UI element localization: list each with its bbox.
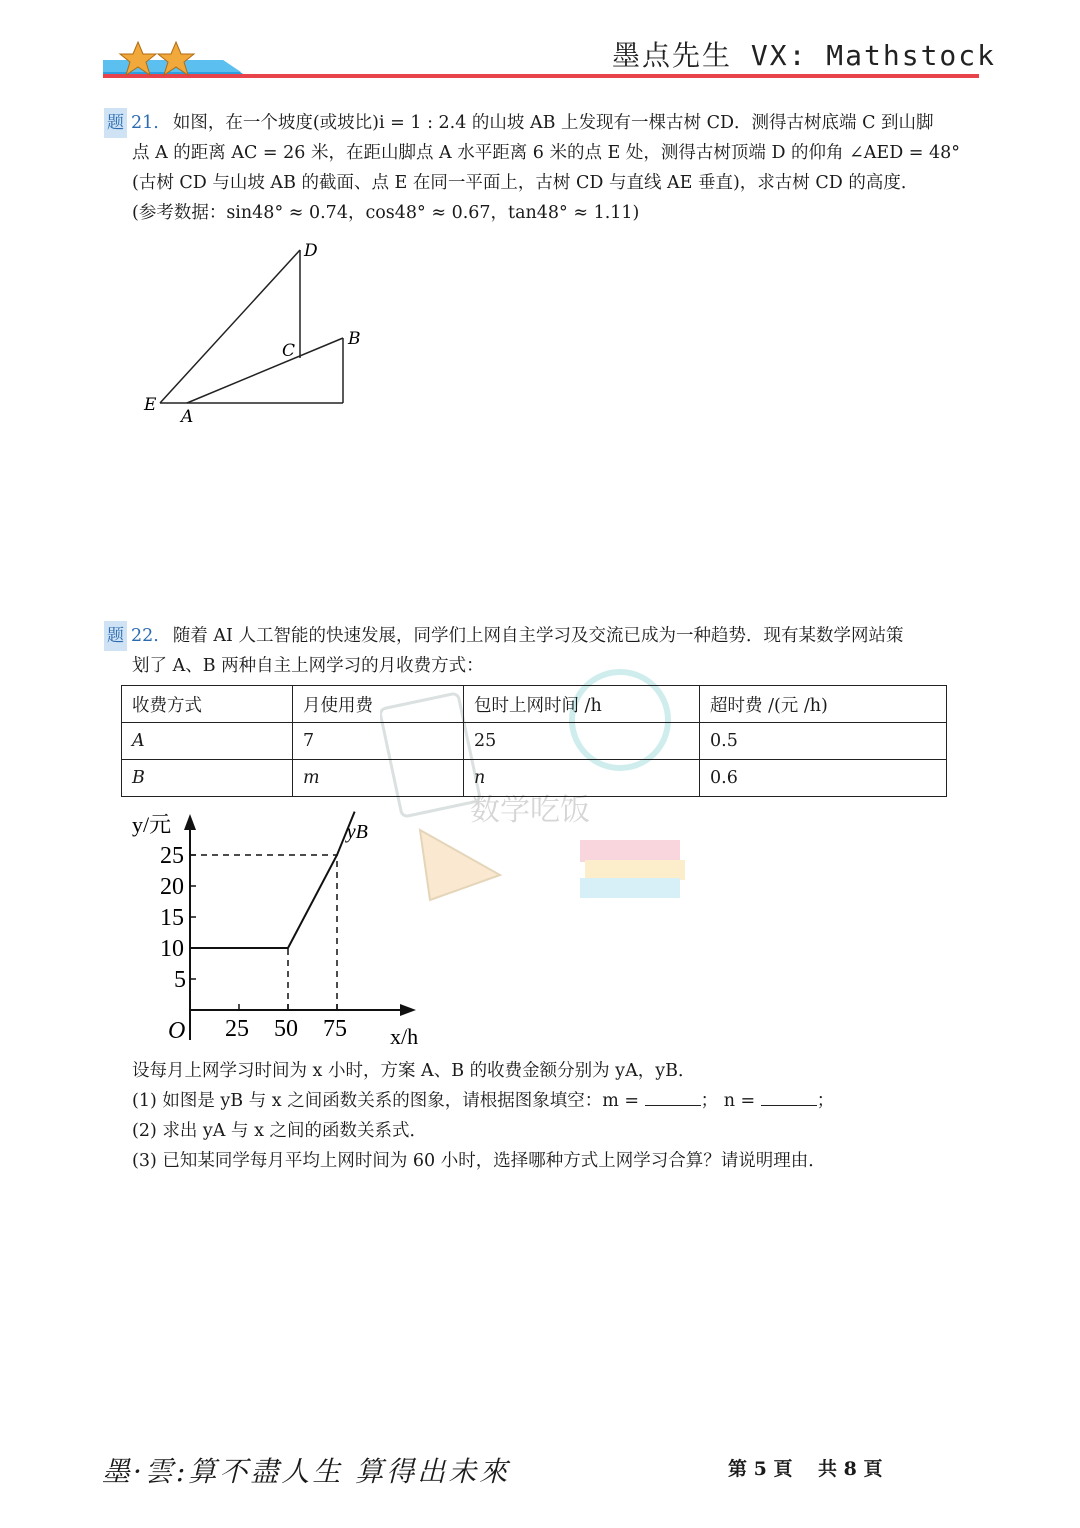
q22-after-line-1: 设每月上网学习时间为 x 小时，方案 A、B 的收费金额分别为 yA，yB． <box>132 1061 696 1081</box>
header-title: 墨点先生 VX: Mathstock <box>612 39 997 72</box>
label-C: C <box>282 341 296 361</box>
y-axis-arrow <box>184 814 196 830</box>
stars-logo <box>118 40 198 80</box>
table-cell: 25 <box>464 723 700 760</box>
label-E: E <box>144 395 157 415</box>
table-row <box>122 723 947 760</box>
table-cell: 7 <box>293 723 464 760</box>
q22-part1-text: (1) 如图是 yB 与 x 之间函数关系的图象，请根据图象填空：m = <box>132 1091 640 1111</box>
y-tick-label: 20 <box>160 874 184 900</box>
label-B: B <box>348 329 361 349</box>
q21-number: 21. <box>131 113 159 133</box>
x-axis-label: x/h <box>390 1024 419 1049</box>
series-label-yB: yB <box>346 821 368 843</box>
yB-chart <box>120 808 440 1050</box>
q22-after-line-4: (3) 已知某同学每月平均上网时间为 60 小时，选择哪种方式上网学习合算？请说明理由． <box>132 1151 826 1171</box>
x-axis-arrow <box>400 1004 416 1016</box>
table-header-cell: 超时费 /(元 /h) <box>700 686 947 723</box>
watermark-text: 数学吃饭 <box>470 793 590 828</box>
y-tick-label: 5 <box>174 967 186 993</box>
y-axis-label: y/元 <box>132 812 172 837</box>
label-A: A <box>181 407 194 427</box>
table-header-cell: 收费方式 <box>122 686 293 723</box>
origin-label: O <box>168 1018 186 1044</box>
q21-line-2: 点 A 的距离 AC = 26 米，在距山脚点 A 水平距离 6 米的点 E 处，测得古树顶端 D 的仰角 ∠AED = 48° <box>132 143 961 163</box>
blank-n[interactable] <box>761 1089 817 1106</box>
fee-table <box>121 685 947 797</box>
table-cell: n <box>464 760 700 797</box>
table-row <box>122 760 947 797</box>
x-tick-label: 25 <box>225 1016 249 1042</box>
q22-line-1 <box>104 621 904 651</box>
q21-figure <box>140 236 380 428</box>
y-tick-label: 25 <box>160 843 184 869</box>
x-tick-label: 50 <box>274 1016 298 1042</box>
table-cell: A <box>122 723 293 760</box>
fill-end: ； <box>816 1091 835 1111</box>
q21-tag: 题 <box>104 108 127 138</box>
q21-text-1: 如图，在一个坡度(或坡比)i = 1 : 2.4 的山坡 AB 上发现有一棵古树 CD．测得古树底端 C 到山脚 <box>172 113 934 133</box>
table-header-cell: 包时上网时间 /h <box>464 686 700 723</box>
footer-page-number: 第 5 頁 <box>728 1458 793 1480</box>
series-line-yB <box>190 812 355 948</box>
q22-line-2: 划了 A、B 两种自主上网学习的月收费方式： <box>132 656 484 676</box>
x-tick-label: 75 <box>323 1016 347 1042</box>
q22-after-line-2 <box>132 1086 834 1116</box>
table-cell: 0.6 <box>700 760 947 797</box>
line-ED <box>160 250 300 403</box>
q21-line-3: (古树 CD 与山坡 AB 的截面、点 E 在同一平面上，古树 CD 与直线 AE 垂直)，求古树 CD 的高度． <box>132 173 919 193</box>
table-header-row <box>122 686 947 723</box>
blank-m[interactable] <box>645 1089 701 1106</box>
y-tick-label: 15 <box>160 905 184 931</box>
table-cell: m <box>293 760 464 797</box>
q22-tag: 题 <box>104 621 127 651</box>
table-cell: 0.5 <box>700 723 947 760</box>
q21-line-1 <box>104 108 934 138</box>
q22-text-1: 随着 AI 人工智能的快速发展，同学们上网自主学习及交流已成为一种趋势．现有某数学网站策 <box>172 626 904 646</box>
footer-motto: 墨·雲:算不盡人生 算得出未來 <box>102 1455 511 1488</box>
y-tick-label: 10 <box>160 936 184 962</box>
q22-number: 22. <box>131 626 159 646</box>
q21-line-4: (参考数据：sin48° ≈ 0.74，cos48° ≈ 0.67，tan48° ≈ 1.11) <box>132 203 640 223</box>
q22-after-line-3: (2) 求出 yA 与 x 之间的函数关系式． <box>132 1121 427 1141</box>
label-D: D <box>304 241 318 261</box>
table-cell: B <box>122 760 293 797</box>
n-label: ； n = <box>700 1091 756 1111</box>
table-header-cell: 月使用费 <box>293 686 464 723</box>
footer-total-pages: 共 8 頁 <box>818 1458 883 1480</box>
